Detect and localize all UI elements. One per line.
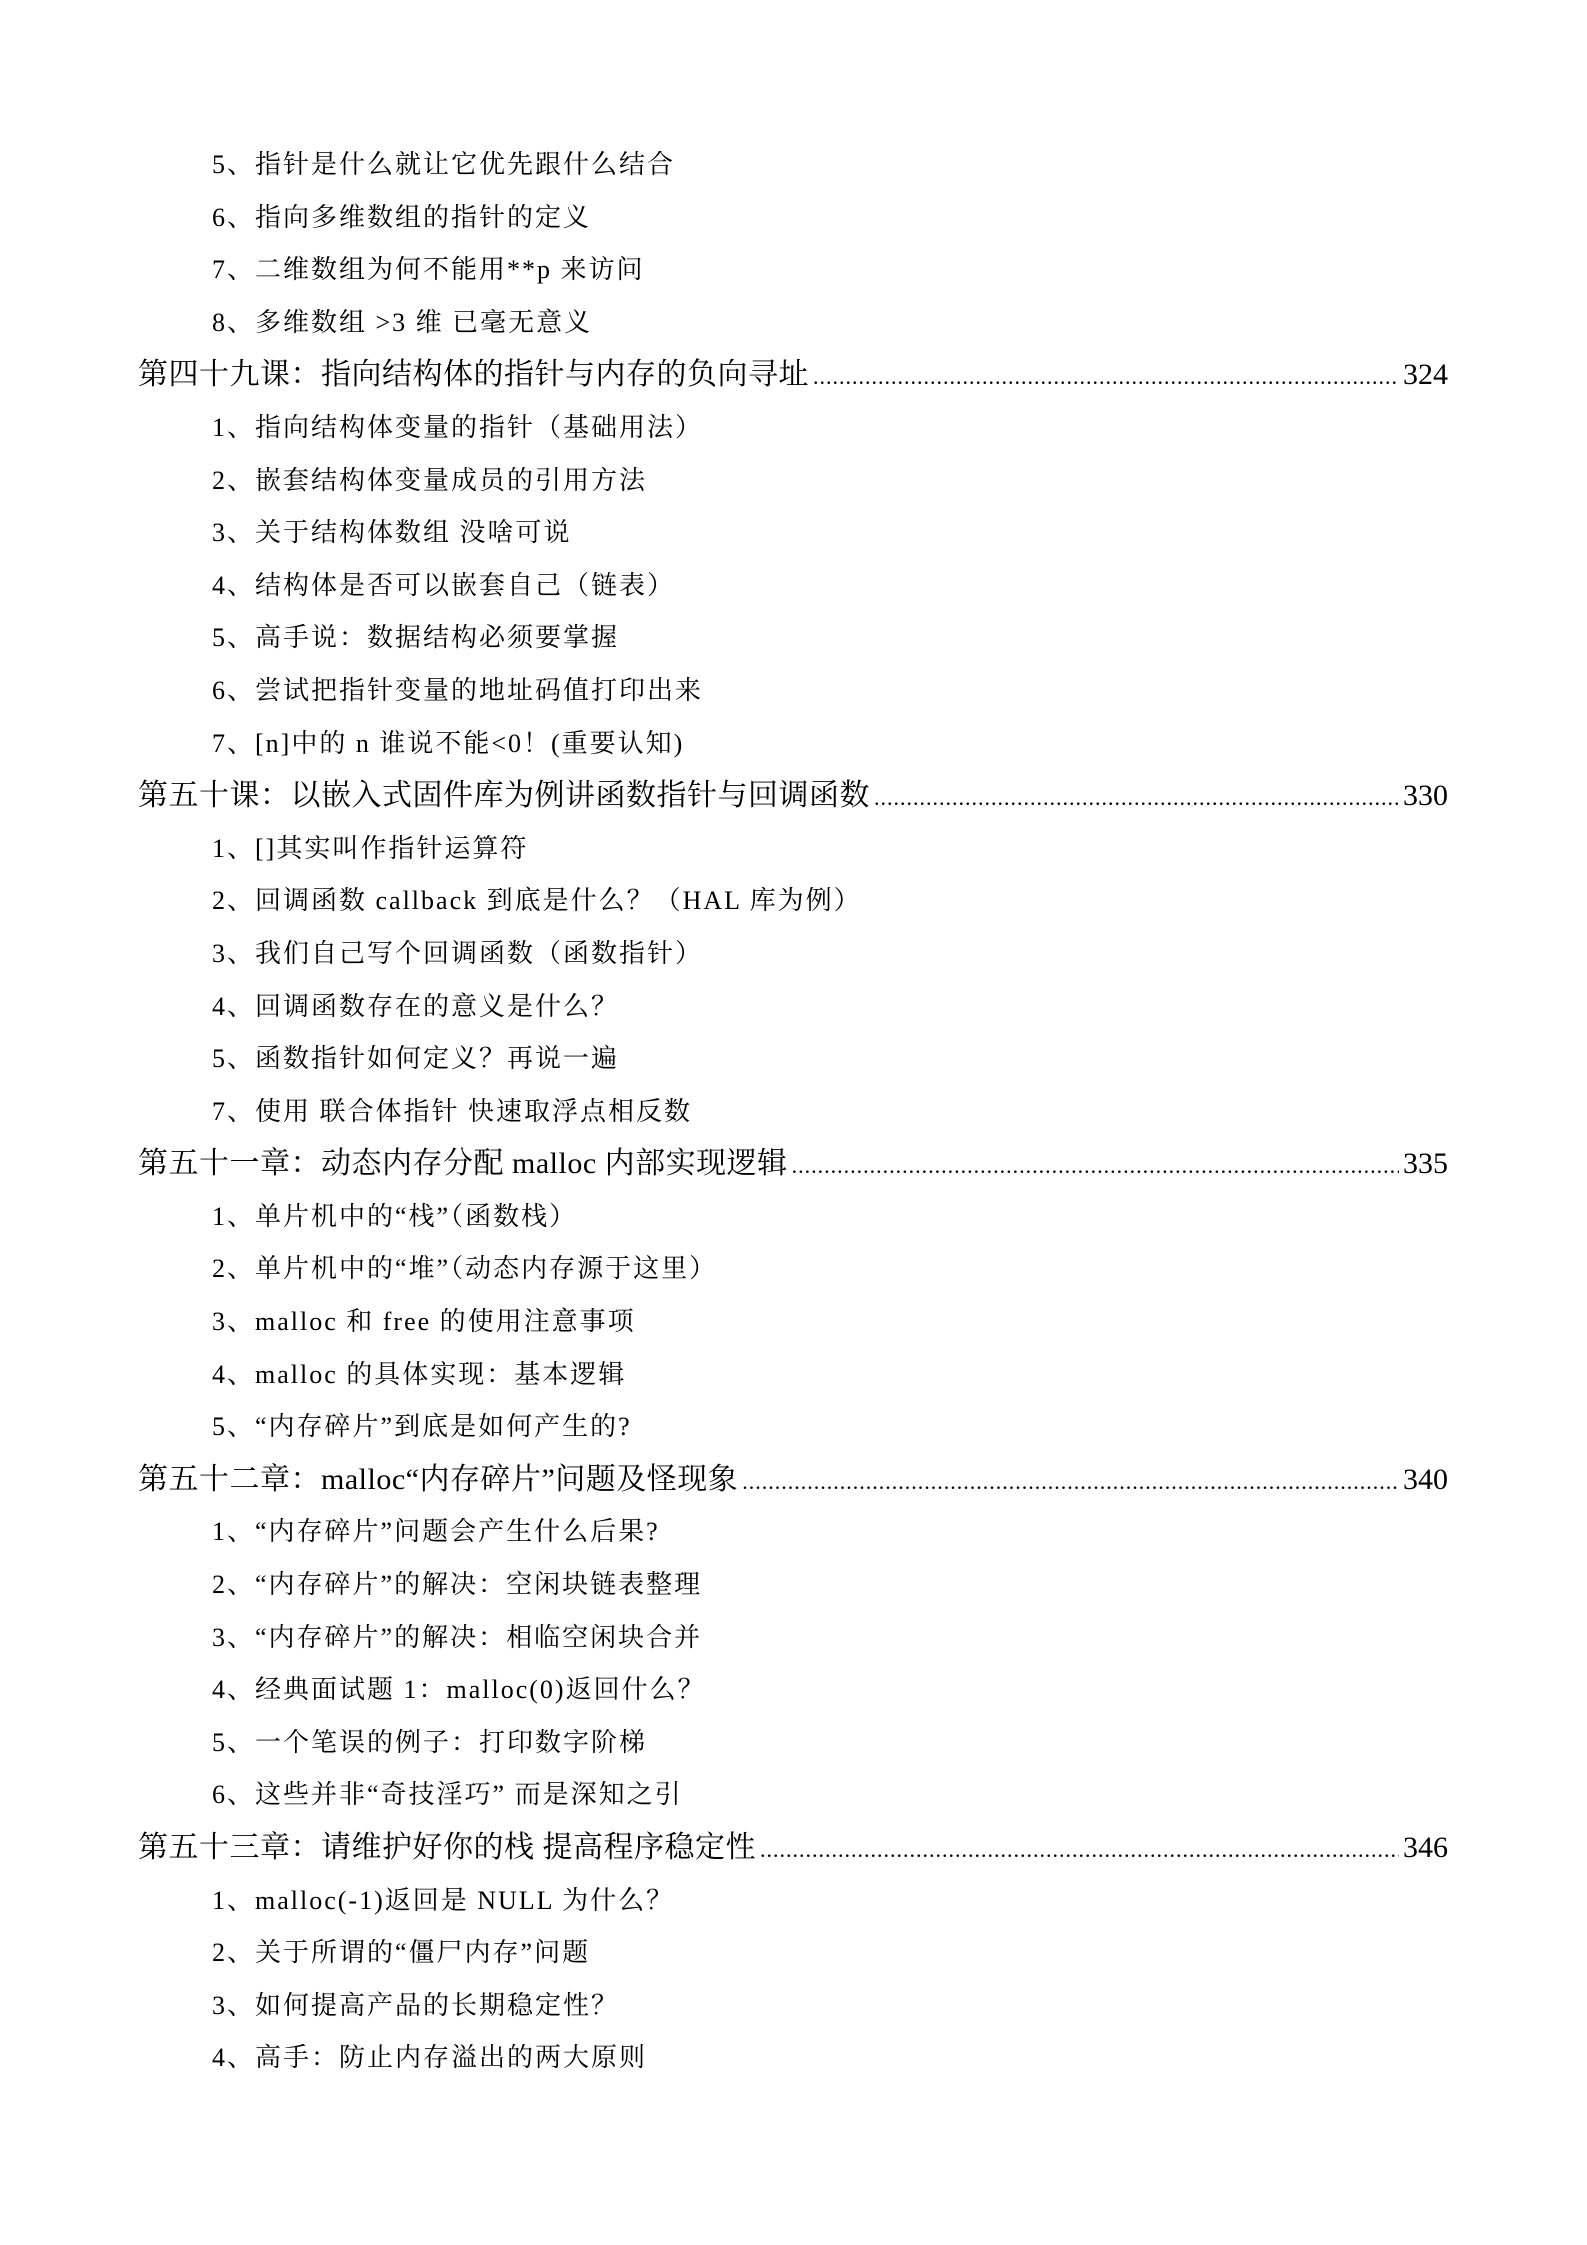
toc-item[interactable]: 2、回调函数 callback 到底是什么？（HAL 库为例） bbox=[212, 886, 862, 916]
chapter-page-number: 335 bbox=[1403, 1147, 1448, 1181]
chapter-title: 第五十一章：动态内存分配 malloc 内部实现逻辑 bbox=[138, 1147, 788, 1181]
toc-item[interactable]: 7、使用 联合体指针 快速取浮点相反数 bbox=[212, 1096, 693, 1126]
chapter-title: 第四十九课：指向结构体的指针与内存的负向寻址 bbox=[138, 358, 809, 392]
toc-item[interactable]: 5、函数指针如何定义？再说一遍 bbox=[212, 1044, 620, 1074]
toc-item[interactable]: 5、高手说：数据结构必须要掌握 bbox=[212, 623, 620, 653]
toc-item[interactable]: 8、多维数组 >3 维 已毫无意义 bbox=[212, 307, 593, 337]
table-of-contents bbox=[0, 139, 1587, 2085]
toc-item[interactable]: 1、指向结构体变量的指针（基础用法） bbox=[212, 412, 704, 442]
toc-item[interactable]: 2、嵌套结构体变量成员的引用方法 bbox=[212, 465, 648, 495]
toc-item[interactable]: 6、尝试把指针变量的地址码值打印出来 bbox=[212, 675, 704, 705]
toc-item[interactable]: 4、经典面试题 1：malloc(0)返回什么？ bbox=[212, 1675, 706, 1705]
toc-item[interactable]: 5、指针是什么就让它优先跟什么结合 bbox=[212, 150, 676, 179]
toc-chapter-50[interactable] bbox=[0, 770, 1587, 823]
toc-item[interactable]: 6、这些并非“奇技淫巧” 而是深知之引 bbox=[212, 1780, 683, 1810]
dot-leader bbox=[792, 1140, 1399, 1193]
toc-item[interactable]: 2、“内存碎片”的解决：空闲块链表整理 bbox=[212, 1570, 703, 1600]
dot-leader bbox=[874, 772, 1399, 825]
dot-leader bbox=[813, 351, 1399, 404]
toc-item[interactable]: 1、[]其实叫作指针运算符 bbox=[212, 833, 529, 863]
toc-item[interactable]: 4、回调函数存在的意义是什么？ bbox=[212, 991, 620, 1021]
toc-item[interactable]: 3、关于结构体数组 没啥可说 bbox=[212, 518, 572, 548]
toc-item[interactable]: 4、高手：防止内存溢出的两大原则 bbox=[212, 2043, 648, 2073]
toc-item[interactable]: 7、二维数组为何不能用**p 来访问 bbox=[212, 255, 645, 285]
toc-chapter-53[interactable] bbox=[0, 1822, 1587, 1875]
chapter-title: 第五十三章：请维护好你的栈 提高程序稳定性 bbox=[138, 1831, 756, 1864]
toc-item[interactable]: 2、单片机中的“堆”（动态内存源于这里） bbox=[212, 1254, 718, 1284]
toc-item[interactable]: 2、关于所谓的“僵尸内存”问题 bbox=[212, 1938, 591, 1968]
toc-item[interactable]: 5、“内存碎片”到底是如何产生的? bbox=[212, 1412, 632, 1442]
chapter-title: 第五十二章：malloc“内存碎片”问题及怪现象 bbox=[138, 1462, 739, 1496]
toc-item[interactable]: 1、“内存碎片”问题会产生什么后果? bbox=[212, 1517, 660, 1547]
toc-item[interactable]: 7、[n]中的 n 谁说不能<0！(重要认知) bbox=[212, 728, 685, 758]
chapter-title: 第五十课：以嵌入式固件库为例讲函数指针与回调函数 bbox=[138, 779, 870, 813]
toc-item[interactable]: 1、单片机中的“栈”（函数栈） bbox=[212, 1201, 578, 1231]
toc-item[interactable]: 3、“内存碎片”的解决：相临空闲块合并 bbox=[212, 1622, 703, 1652]
toc-item[interactable]: 3、malloc 和 free 的使用注意事项 bbox=[212, 1307, 636, 1337]
dot-leader bbox=[742, 1456, 1399, 1509]
toc-item[interactable]: 6、指向多维数组的指针的定义 bbox=[212, 202, 592, 232]
chapter-page-number: 330 bbox=[1403, 779, 1448, 813]
toc-chapter-51[interactable] bbox=[0, 1138, 1587, 1191]
toc-item[interactable]: 1、malloc(-1)返回是 NULL 为什么？ bbox=[212, 1885, 675, 1915]
toc-item[interactable]: 4、结构体是否可以嵌套自己（链表） bbox=[212, 570, 676, 600]
chapter-page-number: 324 bbox=[1403, 358, 1448, 392]
toc-item[interactable]: 4、malloc 的具体实现：基本逻辑 bbox=[212, 1359, 627, 1389]
toc-chapter-49[interactable] bbox=[0, 349, 1587, 402]
toc-item[interactable]: 3、我们自己写个回调函数（函数指针） bbox=[212, 938, 704, 968]
dot-leader bbox=[760, 1824, 1399, 1877]
chapter-page-number: 346 bbox=[1403, 1831, 1448, 1864]
chapter-page-number: 340 bbox=[1403, 1462, 1448, 1496]
toc-item[interactable]: 3、如何提高产品的长期稳定性？ bbox=[212, 1990, 620, 2020]
toc-item[interactable]: 5、一个笔误的例子：打印数字阶梯 bbox=[212, 1727, 648, 1757]
toc-chapter-52[interactable] bbox=[0, 1454, 1587, 1507]
